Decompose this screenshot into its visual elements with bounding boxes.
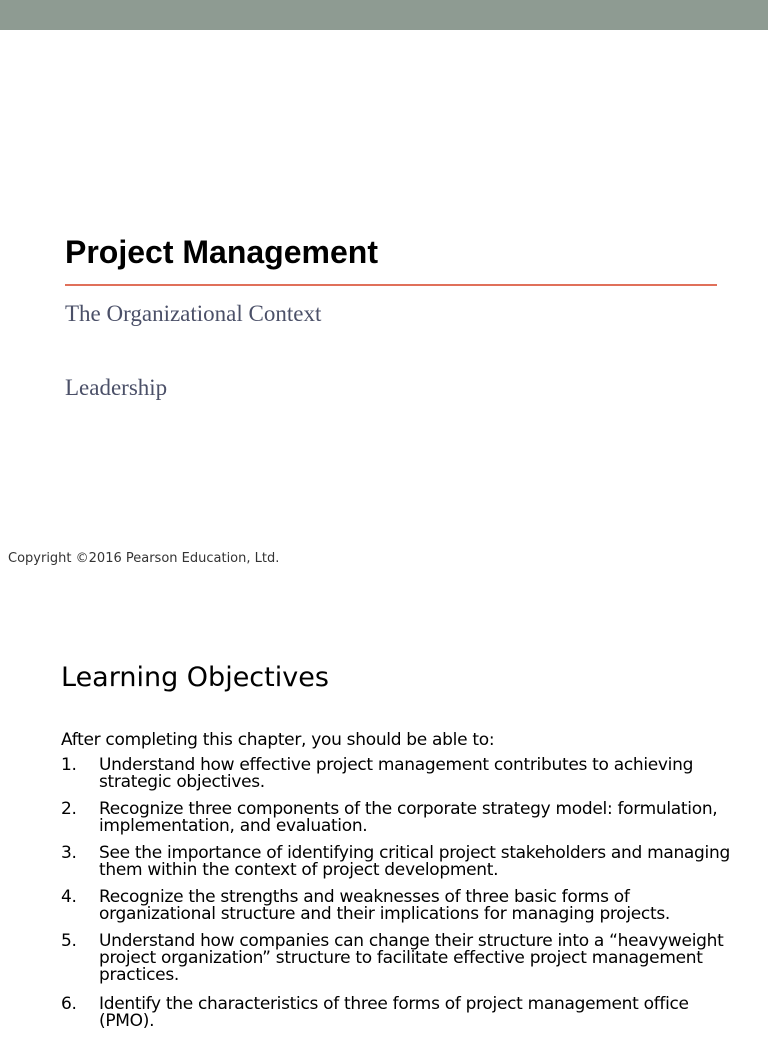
objective-item: [61, 757, 741, 801]
title-divider: [65, 284, 717, 286]
slide-subtitle: The Organizational Context: [65, 301, 322, 326]
objective-text: Identify the characteristics of three forms of project management office (PMO).: [99, 994, 689, 1031]
objective-text: See the importance of identifying critical project stakeholders and managing them within the context of project development.: [99, 843, 730, 880]
objectives-intro: After completing this chapter, you should be able to:: [61, 730, 495, 750]
objective-number: 3.: [61, 843, 77, 863]
objective-number: 6.: [61, 994, 77, 1014]
learning-objectives-heading: Learning Objectives: [61, 662, 329, 693]
objective-item: [61, 845, 741, 889]
objective-number: 1.: [61, 755, 77, 775]
copyright-text: Copyright ©2016 Pearson Education, Ltd.: [8, 551, 280, 566]
objective-item: [61, 996, 741, 1040]
slide-subtitle-leadership: Leadership: [65, 375, 168, 400]
objective-text: Recognize three components of the corporate strategy model: formulation, implementation, and evaluation.: [99, 799, 718, 836]
objectives-list: [61, 757, 741, 1040]
objective-number: 4.: [61, 887, 77, 907]
slide-title: Project Management: [65, 234, 378, 270]
objective-text: Understand how companies can change their structure into a “heavyweight project organization” structure to facilitate effective project management practices.: [99, 931, 724, 985]
top-bar: [0, 0, 768, 30]
objective-text: Understand how effective project management contributes to achieving strategic objectives.: [99, 755, 694, 792]
objective-text: Recognize the strengths and weaknesses of three basic forms of organizational structure and their implications for managing projects.: [99, 887, 671, 924]
objective-item: [61, 889, 741, 933]
objective-item: [61, 933, 741, 996]
objective-item: [61, 801, 741, 845]
objective-number: 2.: [61, 799, 77, 819]
objective-number: 5.: [61, 931, 77, 951]
